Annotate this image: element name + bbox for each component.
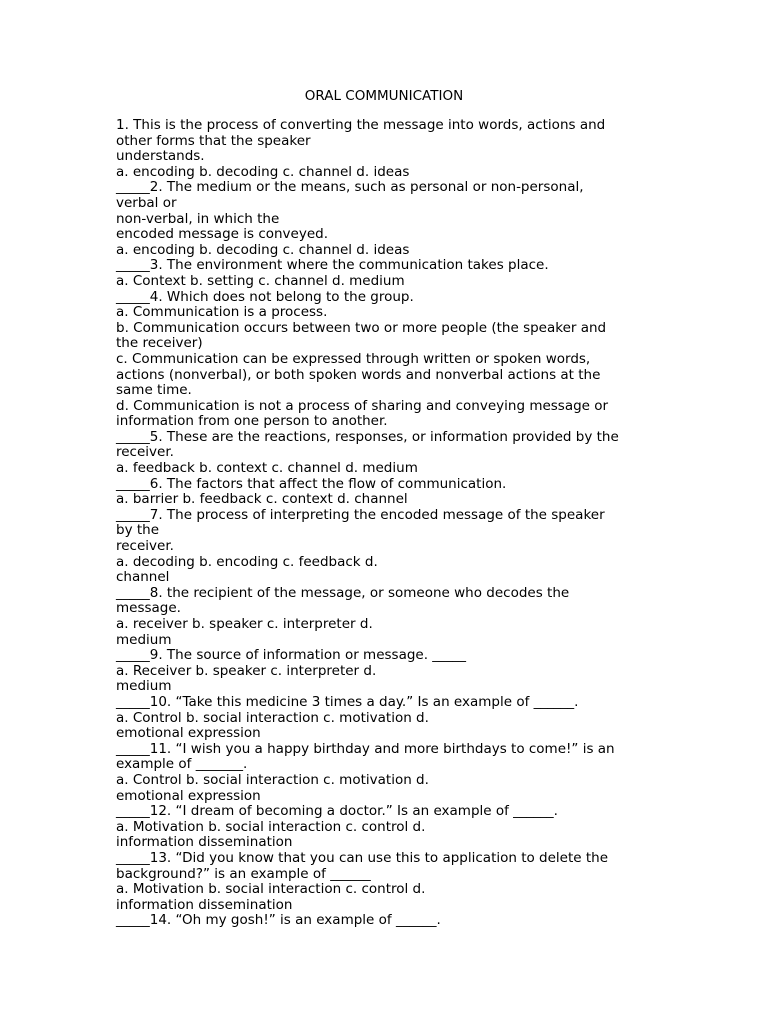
text-line: a. Control b. social interaction c. motivation d.	[116, 709, 429, 726]
text-line: d. Communication is not a process of sharing and conveying message or	[116, 397, 609, 414]
text-line: understands.	[116, 148, 205, 165]
document-title: ORAL COMMUNICATION	[304, 88, 464, 104]
text-line: verbal or	[116, 194, 177, 211]
text-line: _____2. The medium or the means, such as personal or non-personal,	[116, 179, 584, 196]
text-line: medium	[116, 631, 172, 648]
text-line: a. encoding b. decoding c. channel d. ideas	[116, 163, 410, 180]
text-line: _____5. These are the reactions, responses, or information provided by the	[116, 428, 619, 445]
text-line: a. Receiver b. speaker c. interpreter d.	[116, 662, 377, 679]
text-line: _____8. the recipient of the message, or someone who decodes the	[116, 584, 570, 601]
text-line: a. Motivation b. social interaction c. control d.	[116, 881, 426, 898]
text-line: medium	[116, 678, 172, 695]
text-line: non-verbal, in which the	[116, 210, 280, 227]
text-line: by the	[116, 522, 160, 539]
text-line: a. Motivation b. social interaction c. control d.	[116, 818, 426, 835]
document-body	[116, 118, 656, 929]
text-line: information from one person to another.	[116, 413, 388, 430]
text-line: a. receiver b. speaker c. interpreter d.	[116, 616, 373, 632]
text-line: example of _______.	[116, 756, 248, 773]
text-line: channel	[116, 569, 170, 586]
text-line: _____4. Which does not belong to the group.	[116, 288, 414, 305]
text-line: a. barrier b. feedback c. context d. channel	[116, 491, 408, 508]
text-line: _____7. The process of interpreting the encoded message of the speaker	[116, 506, 605, 523]
text-line: emotional expression	[116, 725, 261, 742]
text-line: _____9. The source of information or message. _____	[116, 647, 467, 664]
text-line: emotional expression	[116, 787, 261, 804]
text-line: c. Communication can be expressed through written or spoken words,	[116, 350, 591, 367]
text-line: a. feedback b. context c. channel d. medium	[116, 460, 418, 477]
text-line: message.	[116, 600, 181, 617]
text-line: a. Context b. setting c. channel d. medium	[116, 272, 405, 289]
text-line: a. decoding b. encoding c. feedback d.	[116, 553, 378, 570]
text-line: _____12. “I dream of becoming a doctor.” Is an example of ______.	[116, 803, 558, 820]
text-line: b. Communication occurs between two or more people (the speaker and	[116, 319, 607, 336]
text-line: _____13. “Did you know that you can use this to application to delete the	[116, 849, 609, 866]
text-line: a. Control b. social interaction c. motivation d.	[116, 771, 429, 788]
text-line: background?” is an example of ______	[116, 865, 371, 882]
text-line: _____10. “Take this medicine 3 times a day.” Is an example of ______.	[116, 693, 579, 710]
text-line: the receiver)	[116, 335, 203, 352]
text-line: other forms that the speaker	[116, 132, 311, 149]
text-line: _____11. “I wish you a happy birthday and more birthdays to come!” is an	[116, 740, 615, 757]
text-line: _____6. The factors that affect the flow of communication.	[116, 475, 507, 492]
text-line: _____3. The environment where the communication takes place.	[116, 257, 549, 274]
text-line: a. Communication is a process.	[116, 304, 328, 321]
text-line: 1. This is the process of converting the message into words, actions and	[116, 117, 606, 133]
text-line: information dissemination	[116, 834, 293, 851]
text-line: information dissemination	[116, 896, 293, 913]
text-line: same time.	[116, 382, 192, 399]
text-line: a. encoding b. decoding c. channel d. ideas	[116, 241, 410, 258]
text-line: actions (nonverbal), or both spoken words and nonverbal actions at the	[116, 366, 601, 383]
text-line: encoded message is conveyed.	[116, 226, 329, 243]
text-line: _____14. “Oh my gosh!” is an example of ______.	[116, 912, 441, 929]
text-line: receiver.	[116, 538, 174, 555]
text-line: receiver.	[116, 444, 174, 461]
